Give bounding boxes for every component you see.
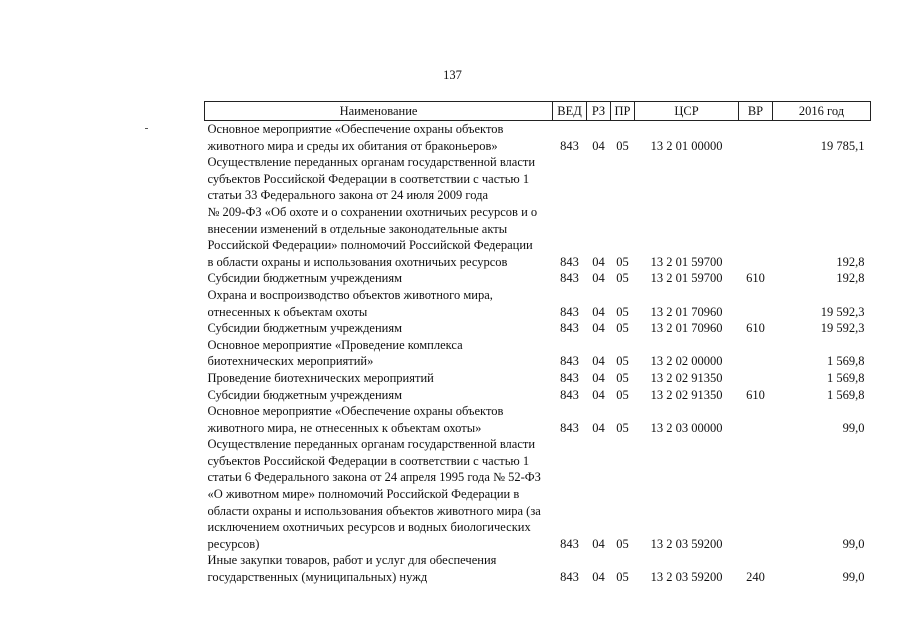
table-row <box>205 403 871 436</box>
table-row <box>205 337 871 370</box>
table-row <box>205 154 871 270</box>
header-name: Наименование <box>205 102 553 121</box>
table-row <box>205 287 871 320</box>
row-name: Охрана и воспроизводство объектов животного мира, отнесенных к объектам охоты <box>207 287 493 319</box>
row-amount: 1 569,8 <box>827 387 865 402</box>
row-rz: 04 <box>592 138 605 153</box>
row-pr: 05 <box>616 271 629 286</box>
row-ved: 843 <box>560 536 579 551</box>
row-vr <box>739 436 773 552</box>
row-name: Осуществление переданных органам государственной власти субъектов Российской Федерации в соответствии с частью 1 статьи 33 Федерального закона от 24 июля 2009 года № 209-ФЗ «Об охоте и о сохранении охотничьих ресурсов и о внесении изменений в отдельные законодательные акты Российской Федерации» полномочий Российской Федерации в области охраны и использования охотничьих ресурсов <box>207 155 538 269</box>
row-pr: 05 <box>616 254 629 269</box>
row-name: Субсидии бюджетным учреждениям <box>207 387 403 402</box>
header-vr: ВР <box>739 102 773 121</box>
row-vr <box>739 154 773 270</box>
row-name: Основное мероприятие «Проведение комплекса биотехнических мероприятий» <box>207 337 463 369</box>
row-vr <box>739 121 773 155</box>
row-csr: 13 2 03 59200 <box>650 570 723 585</box>
row-amount: 1 569,8 <box>827 370 865 385</box>
row-rz: 04 <box>592 570 605 585</box>
table-row <box>205 370 871 387</box>
row-rz: 04 <box>592 304 605 319</box>
row-vr: 240 <box>746 570 765 585</box>
row-ved: 843 <box>560 370 579 385</box>
row-amount: 19 592,3 <box>820 304 865 319</box>
row-amount: 19 785,1 <box>820 138 865 153</box>
row-pr: 05 <box>616 387 629 402</box>
row-amount: 99,0 <box>842 570 865 585</box>
row-csr: 13 2 01 00000 <box>650 138 723 153</box>
row-name: Иные закупки товаров, работ и услуг для обеспечения государственных (муниципальных) нужд <box>207 553 497 585</box>
row-amount: 19 592,3 <box>820 321 865 336</box>
table-row <box>205 436 871 552</box>
row-ved: 843 <box>560 321 579 336</box>
row-rz: 04 <box>592 387 605 402</box>
row-pr: 05 <box>616 536 629 551</box>
row-vr <box>739 370 773 387</box>
row-ved: 843 <box>560 254 579 269</box>
table-row <box>205 552 871 585</box>
row-csr: 13 2 02 00000 <box>650 354 723 369</box>
row-amount: 1 569,8 <box>827 354 865 369</box>
row-csr: 13 2 03 00000 <box>650 420 723 435</box>
row-name: Основное мероприятие «Обеспечение охраны объектов животного мира, не отнесенных к объектам охоты» <box>207 404 504 435</box>
table-body <box>205 121 871 586</box>
budget-table <box>204 101 871 586</box>
row-amount: 192,8 <box>836 254 865 269</box>
header-pr: ПР <box>611 102 635 121</box>
row-pr: 05 <box>616 370 629 385</box>
header-rz: РЗ <box>587 102 611 121</box>
row-rz: 04 <box>592 370 605 385</box>
row-pr: 05 <box>616 304 629 319</box>
row-rz: 04 <box>592 271 605 286</box>
row-pr: 05 <box>616 354 629 369</box>
row-csr: 13 2 03 59200 <box>650 536 723 551</box>
row-vr: 610 <box>746 271 765 286</box>
row-csr: 13 2 01 70960 <box>650 304 723 319</box>
row-ved: 843 <box>560 354 579 369</box>
row-csr: 13 2 01 70960 <box>650 321 723 336</box>
row-rz: 04 <box>592 354 605 369</box>
row-name: Осуществление переданных органам государственной власти субъектов Российской Федерации в соответствии с частью 1 статьи 6 Федерального закона от 24 апреля 1995 года № 52-ФЗ «О животном мире» полномочий Российской Федерации в области охраны и использования объектов животного мира (за исключением охотничьих ресурсов и водных биологических ресурсов) <box>207 437 541 551</box>
row-pr: 05 <box>616 321 629 336</box>
row-name: Основное мероприятие «Обеспечение охраны объектов животного мира и среды их обитания от браконьеров» <box>207 122 504 153</box>
header-year: 2016 год <box>773 102 871 121</box>
row-ved: 843 <box>560 570 579 585</box>
row-name: Субсидии бюджетным учреждениям <box>207 271 403 286</box>
row-amount: 99,0 <box>842 420 865 435</box>
table-header <box>205 102 871 121</box>
row-rz: 04 <box>592 254 605 269</box>
row-name: Субсидии бюджетным учреждениям <box>207 321 403 336</box>
table-row <box>205 121 871 155</box>
row-csr: 13 2 02 91350 <box>650 387 723 402</box>
margin-mark <box>145 128 148 129</box>
row-amount: 192,8 <box>836 271 865 286</box>
table-row <box>205 320 871 337</box>
row-csr: 13 2 01 59700 <box>650 271 723 286</box>
row-rz: 04 <box>592 321 605 336</box>
table-row <box>205 270 871 287</box>
row-csr: 13 2 02 91350 <box>650 370 723 385</box>
row-vr: 610 <box>746 321 765 336</box>
row-ved: 843 <box>560 271 579 286</box>
row-vr <box>739 403 773 436</box>
row-rz: 04 <box>592 420 605 435</box>
row-vr: 610 <box>746 387 765 402</box>
row-vr <box>739 287 773 320</box>
row-pr: 05 <box>616 138 629 153</box>
page-number: 137 <box>443 68 462 82</box>
row-rz: 04 <box>592 536 605 551</box>
header-row <box>205 102 871 121</box>
row-ved: 843 <box>560 304 579 319</box>
row-csr: 13 2 01 59700 <box>650 254 723 269</box>
row-amount: 99,0 <box>842 536 865 551</box>
row-pr: 05 <box>616 420 629 435</box>
row-ved: 843 <box>560 387 579 402</box>
header-csr: ЦСР <box>635 102 739 121</box>
row-ved: 843 <box>560 138 579 153</box>
table-row <box>205 387 871 404</box>
row-vr <box>739 337 773 370</box>
row-name: Проведение биотехнических мероприятий <box>207 370 434 385</box>
row-ved: 843 <box>560 420 579 435</box>
header-ved: ВЕД <box>553 102 587 121</box>
row-pr: 05 <box>616 570 629 585</box>
